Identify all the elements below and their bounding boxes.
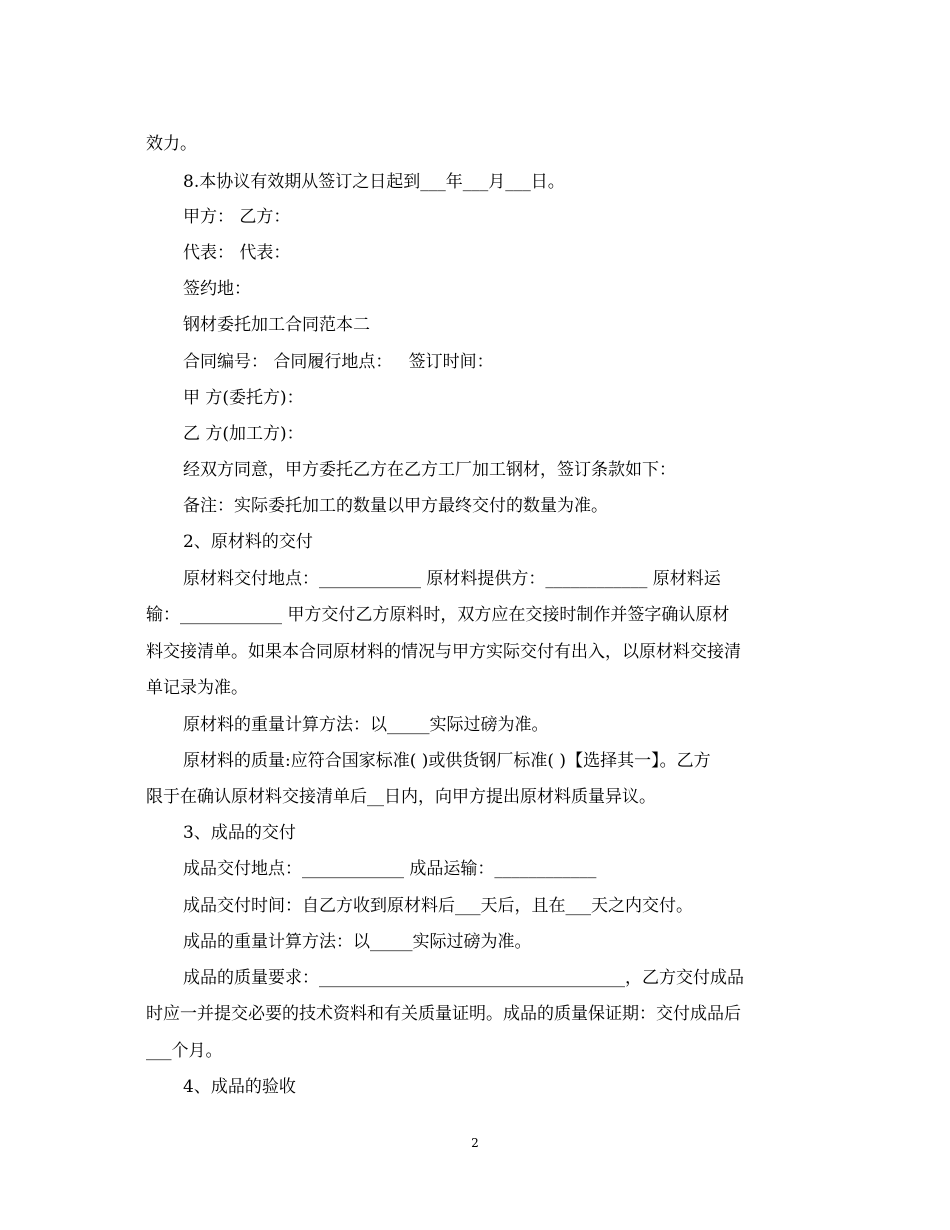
text-line: 成品的质量要求：____________________________________，乙方交付成品 <box>183 968 744 988</box>
page-number: 2 <box>471 1136 479 1150</box>
text-line: 单记录为准。 <box>146 678 248 698</box>
text-line: 甲 方(委托方)： <box>183 388 304 408</box>
text-line: 原材料的重量计算方法：以_____实际过磅为准。 <box>183 715 549 735</box>
text-line: 乙 方(加工方)： <box>183 424 304 444</box>
section-heading: 4、成品的验收 <box>183 1077 296 1097</box>
text-line: 成品的重量计算方法：以_____实际过磅为准。 <box>183 932 532 952</box>
text-line: 输：____________ 甲方交付乙方原料时，双方应在交接时制作并签字确认原材 <box>146 605 730 625</box>
section-heading: 2、原材料的交付 <box>183 532 313 552</box>
text-line: 8.本协议有效期从签订之日起到___年___月___日。 <box>183 172 565 192</box>
text-line: 时应一并提交必要的技术资料和有关质量证明。成品的质量保证期：交付成品后 <box>146 1004 741 1024</box>
text-line: 成品交付时间：自乙方收到原材料后___天后，且在___天之内交付。 <box>183 896 693 916</box>
text-line: ___个月。 <box>146 1041 223 1061</box>
section-title: 钢材委托加工合同范本二 <box>183 315 370 335</box>
section-heading: 3、成品的交付 <box>183 823 296 843</box>
text-line: 效力。 <box>146 134 197 154</box>
text-line: 经双方同意，甲方委托乙方在乙方工厂加工钢材，签订条款如下： <box>183 460 676 480</box>
text-line: 限于在确认原材料交接清单后__日内，向甲方提出原材料质量异议。 <box>146 787 656 807</box>
text-line: 合同编号： 合同履行地点： 签订时间： <box>183 352 494 372</box>
text-line: 备注：实际委托加工的数量以甲方最终交付的数量为准。 <box>183 496 608 516</box>
text-line: 成品交付地点：____________ 成品运输：____________ <box>183 859 597 879</box>
text-line: 原材料的质量:应符合国家标准( )或供货钢厂标准( )【选择其一】。乙方 <box>183 751 711 771</box>
text-line: 料交接清单。如果本合同原材料的情况与甲方实际交付有出入，以原材料交接清 <box>146 642 741 662</box>
text-line: 甲方： 乙方： <box>183 207 291 227</box>
text-line: 代表： 代表： <box>183 243 291 263</box>
text-line: 签约地： <box>183 279 251 299</box>
text-line: 原材料交付地点：____________ 原材料提供方：____________ 原材料运 <box>183 569 721 589</box>
